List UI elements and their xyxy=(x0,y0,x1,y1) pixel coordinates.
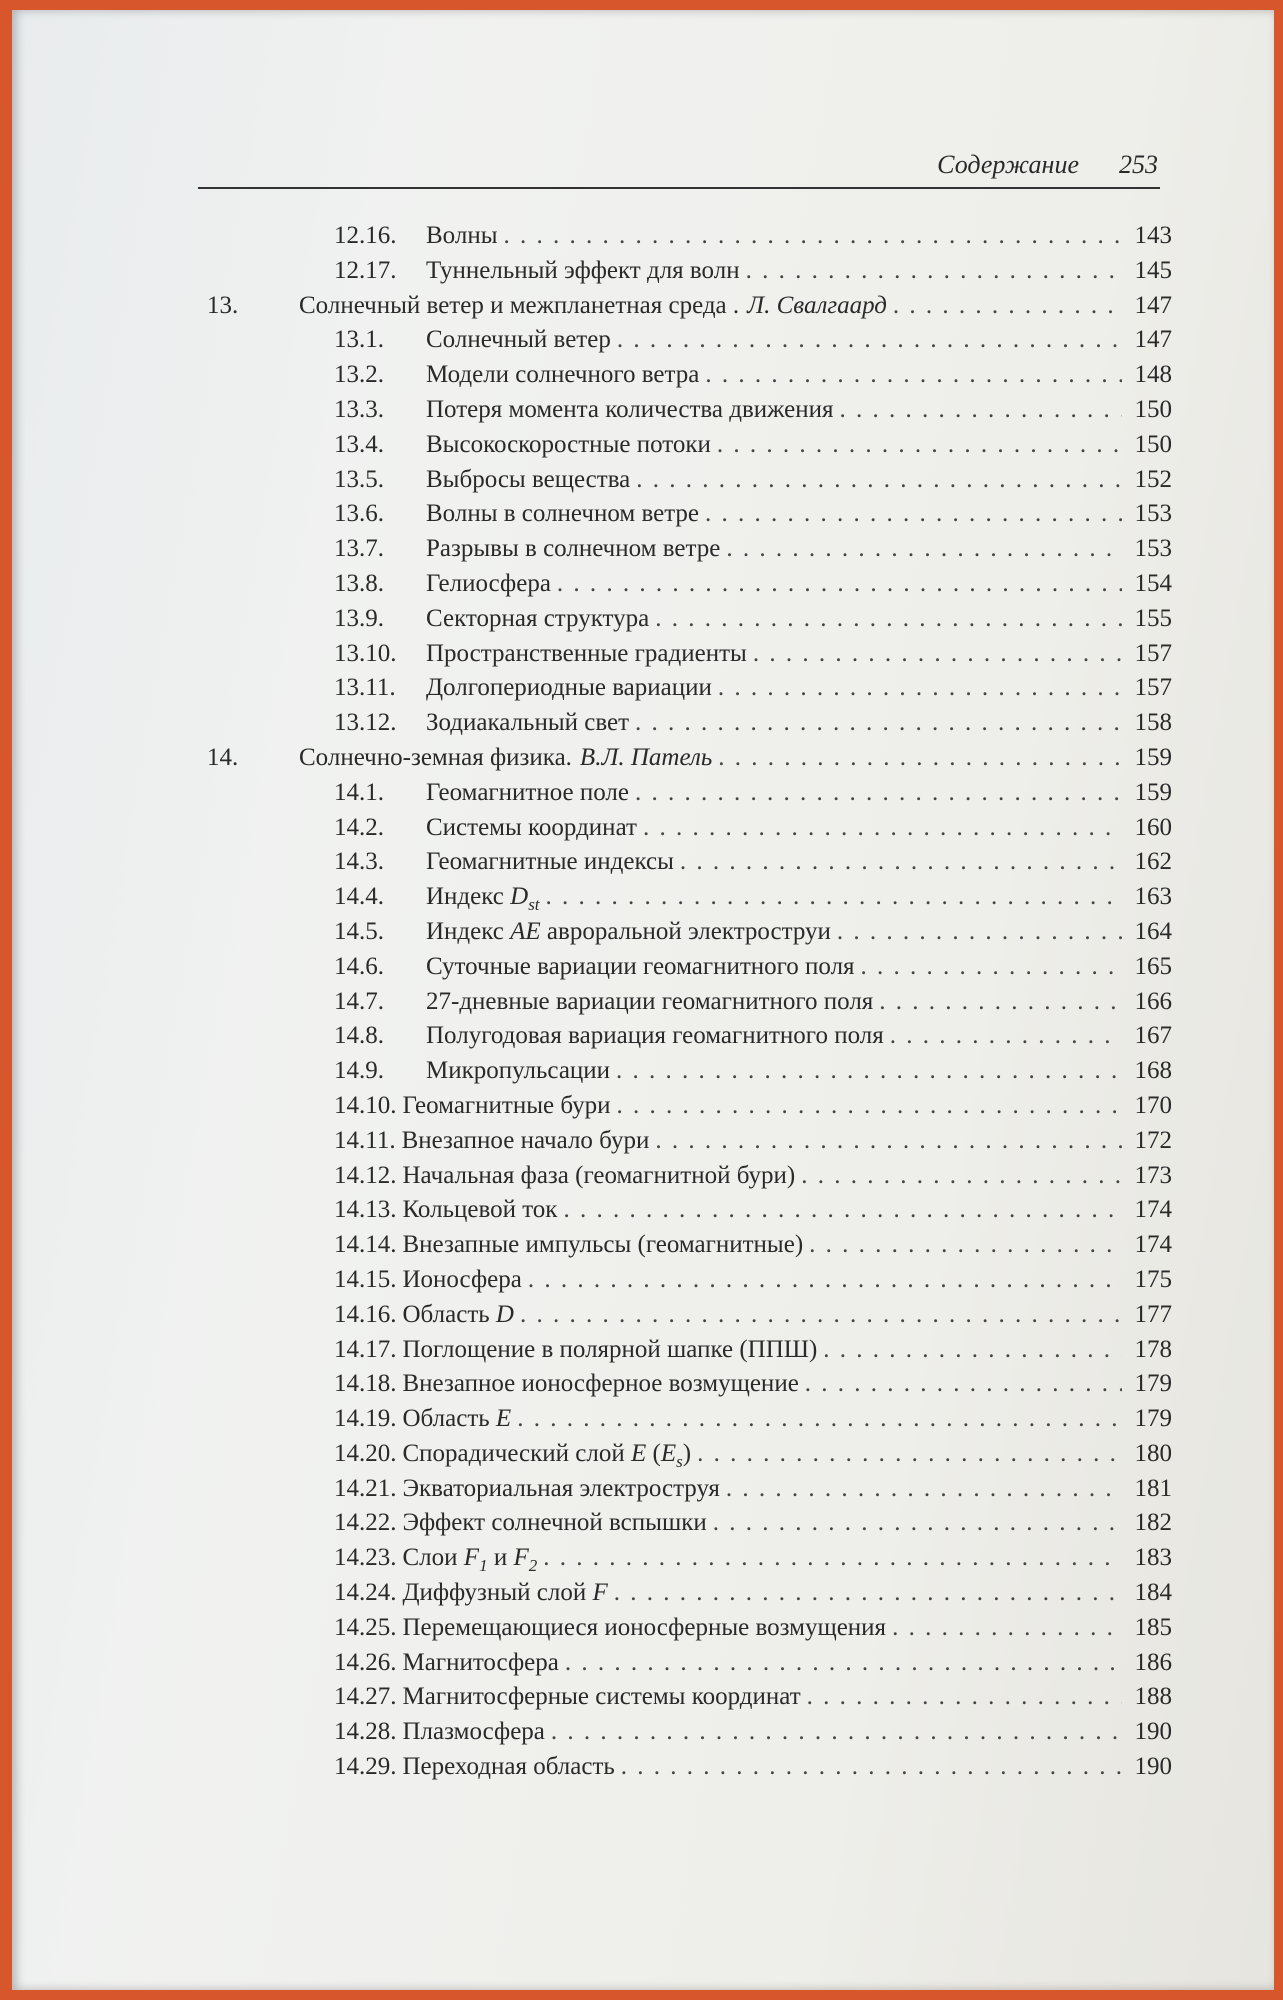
dot-leader xyxy=(705,500,1122,528)
title-text: Волны в солнечном ветре xyxy=(426,500,700,528)
title-text: авроральной электроструи xyxy=(540,917,831,945)
entry-title xyxy=(403,1440,692,1472)
title-text: Выбросы вещества xyxy=(426,465,631,493)
dot-leader xyxy=(546,883,1122,911)
toc-section[interactable] xyxy=(12,1475,1172,1510)
entry-number: 13.11. xyxy=(334,674,396,702)
title-text: Разрывы в солнечном ветре xyxy=(426,535,721,563)
title-text: Системы координат xyxy=(426,813,637,841)
entry-number: 14.27. xyxy=(334,1683,397,1711)
entry-page: 184 xyxy=(1134,1579,1172,1607)
entry-page: 186 xyxy=(1134,1648,1172,1676)
entry-title xyxy=(403,1196,558,1224)
dot-leader xyxy=(837,918,1122,946)
title-text: Область xyxy=(402,1405,496,1433)
toc-section[interactable] xyxy=(12,1718,1172,1753)
entry-page: 147 xyxy=(1134,291,1172,319)
toc-section[interactable] xyxy=(12,222,1172,257)
entry-title xyxy=(403,1092,611,1120)
dot-leader xyxy=(504,222,1123,250)
title-text: Солнечный ветер xyxy=(426,326,611,354)
dot-leader xyxy=(617,1092,1122,1120)
entry-title xyxy=(426,535,720,563)
entry-page: 150 xyxy=(1134,395,1172,423)
entry-number: 14.13. xyxy=(334,1196,397,1224)
entry-page: 190 xyxy=(1134,1718,1172,1746)
entry-number: 14.12. xyxy=(334,1161,397,1189)
toc-section[interactable] xyxy=(12,1753,1172,1788)
toc-section[interactable] xyxy=(12,535,1172,570)
subscript: s xyxy=(676,1451,683,1471)
entry-page: 182 xyxy=(1134,1509,1172,1537)
toc-section[interactable] xyxy=(12,1509,1172,1544)
entry-number: 13.9. xyxy=(334,604,384,632)
math-symbol: AE xyxy=(510,917,541,945)
toc-section[interactable] xyxy=(12,1614,1172,1649)
title-text: Потеря момента количества движения xyxy=(426,395,834,423)
toc-section[interactable] xyxy=(12,779,1172,814)
title-text: Секторная структура xyxy=(426,604,650,632)
toc-section[interactable] xyxy=(12,1544,1172,1579)
entry-number: 13.12. xyxy=(334,709,397,737)
subscript: 2 xyxy=(528,1556,538,1576)
entry-title xyxy=(426,466,630,494)
entry-title xyxy=(426,257,740,285)
toc-section[interactable] xyxy=(12,674,1172,709)
entry-number: 14.20. xyxy=(334,1439,397,1467)
toc-section[interactable] xyxy=(12,1231,1172,1266)
dot-leader xyxy=(635,709,1122,737)
entry-number: 14.25. xyxy=(334,1613,397,1641)
toc-section[interactable] xyxy=(12,848,1172,883)
dot-leader xyxy=(807,1683,1122,1711)
entry-title xyxy=(426,709,629,737)
toc-section[interactable] xyxy=(12,257,1172,292)
dot-leader xyxy=(517,1405,1122,1433)
entry-title xyxy=(426,988,873,1016)
entry-number: 14.1. xyxy=(334,778,384,806)
math-symbol: E xyxy=(631,1439,647,1467)
math-symbol: F xyxy=(592,1579,608,1607)
entry-page: 160 xyxy=(1134,813,1172,841)
entry-number: 14.7. xyxy=(334,987,384,1015)
entry-number: 13.7. xyxy=(334,535,384,563)
entry-number: 13.10. xyxy=(334,639,397,667)
entry-number: 14.2. xyxy=(334,813,384,841)
entry-title xyxy=(426,1057,610,1085)
dot-leader xyxy=(636,466,1122,494)
entry-title xyxy=(403,1162,796,1190)
entry-page: 173 xyxy=(1134,1161,1172,1189)
dot-leader xyxy=(705,361,1122,389)
entry-page: 166 xyxy=(1134,987,1172,1015)
math-symbol: E xyxy=(495,1405,512,1433)
entry-title xyxy=(426,396,833,424)
entry-page: 168 xyxy=(1134,1057,1172,1085)
entry-number: 14.6. xyxy=(334,952,384,980)
title-text: Магнитосферные системы координат xyxy=(402,1683,801,1711)
entry-title xyxy=(299,744,572,772)
title-text: Начальная фаза (геомагнитной бури) xyxy=(402,1161,796,1189)
entry-page: 181 xyxy=(1134,1474,1172,1502)
entry-number: 14.11. xyxy=(334,1126,396,1154)
entry-number: 14.29. xyxy=(334,1753,397,1781)
dot-leader xyxy=(713,1509,1122,1537)
title-text: Долгопериодные вариации xyxy=(426,674,712,702)
entry-title xyxy=(402,1127,650,1155)
entry-page: 163 xyxy=(1134,883,1172,911)
entry-number: 14.16. xyxy=(334,1300,397,1328)
entry-title xyxy=(426,431,711,459)
title-text: Индекс xyxy=(426,883,511,911)
toc-section[interactable] xyxy=(12,431,1172,466)
entry-author: Л. Свалгаард xyxy=(747,291,887,319)
dot-leader xyxy=(655,605,1122,633)
entry-number: 13.1. xyxy=(334,326,384,354)
math-symbol: F xyxy=(463,1544,480,1572)
entry-title xyxy=(426,883,540,915)
entry-title xyxy=(299,292,739,320)
dot-leader xyxy=(616,1057,1122,1085)
entry-page: 167 xyxy=(1134,1022,1172,1050)
entry-page: 190 xyxy=(1134,1753,1172,1781)
entry-title xyxy=(426,326,611,354)
entry-number: 14.3. xyxy=(334,848,384,876)
entry-number: 13.6. xyxy=(334,500,384,528)
running-header-title: Содержание xyxy=(937,150,1079,179)
entry-title xyxy=(403,1301,514,1329)
entry-page: 153 xyxy=(1134,535,1172,563)
entry-page: 170 xyxy=(1134,1091,1172,1119)
toc-section[interactable] xyxy=(12,361,1172,396)
entry-title xyxy=(403,1336,818,1364)
toc-section[interactable] xyxy=(12,1022,1172,1057)
entry-title xyxy=(403,1475,720,1503)
entry-number: 14.15. xyxy=(334,1265,397,1293)
title-text: Пространственные градиенты xyxy=(426,639,747,667)
toc-section[interactable] xyxy=(12,1440,1172,1475)
title-text: Полугодовая вариация геомагнитного поля xyxy=(426,1022,884,1050)
dot-leader xyxy=(753,640,1122,668)
table-of-contents xyxy=(12,222,1172,1788)
entry-number: 14.4. xyxy=(334,883,384,911)
dot-leader xyxy=(528,1266,1122,1294)
entry-page: 145 xyxy=(1134,256,1172,284)
title-text: Модели солнечного ветра xyxy=(426,361,700,389)
dot-leader xyxy=(617,326,1122,354)
entry-number: 13.4. xyxy=(334,430,384,458)
entry-number: 14.21. xyxy=(334,1474,397,1502)
entry-title xyxy=(426,814,637,842)
entry-page: 155 xyxy=(1134,604,1172,632)
title-text: Внезапное ионосферное возмущение xyxy=(402,1370,799,1398)
entry-page: 158 xyxy=(1134,709,1172,737)
entry-title xyxy=(426,222,498,250)
entry-page: 178 xyxy=(1134,1335,1172,1363)
toc-section[interactable] xyxy=(12,1405,1172,1440)
entry-page: 174 xyxy=(1134,1231,1172,1259)
title-text: Внезапные импульсы (геомагнитные) xyxy=(402,1231,804,1259)
title-text: Индекс xyxy=(426,917,511,945)
dot-leader xyxy=(520,1301,1122,1329)
entry-page: 148 xyxy=(1134,361,1172,389)
dot-leader xyxy=(621,1753,1122,1781)
math-symbol: F xyxy=(513,1544,529,1572)
dot-leader xyxy=(718,744,1122,772)
toc-section[interactable] xyxy=(12,709,1172,744)
dot-leader xyxy=(892,1614,1122,1642)
title-text: и xyxy=(487,1544,514,1572)
entry-title xyxy=(403,1683,801,1711)
entry-page: 165 xyxy=(1134,952,1172,980)
subscript: 1 xyxy=(479,1556,488,1576)
entry-page: 159 xyxy=(1134,778,1172,806)
entry-number: 14.8. xyxy=(334,1022,384,1050)
entry-page: 179 xyxy=(1134,1405,1172,1433)
entry-title xyxy=(403,1266,522,1294)
title-text: Экваториальная электроструя xyxy=(402,1474,720,1502)
dot-leader xyxy=(726,1475,1122,1503)
title-text: Перемещающиеся ионосферные возмущения xyxy=(402,1613,887,1641)
dot-leader xyxy=(839,396,1122,424)
dot-leader xyxy=(746,257,1122,285)
dot-leader xyxy=(565,1649,1122,1677)
entry-number: 13.2. xyxy=(334,361,384,389)
entry-title xyxy=(426,1022,884,1050)
toc-section[interactable] xyxy=(12,640,1172,675)
entry-number: 12.17. xyxy=(334,256,397,284)
title-text: Магнитосфера xyxy=(402,1648,559,1676)
toc-section[interactable] xyxy=(12,1301,1172,1336)
entry-page: 150 xyxy=(1134,430,1172,458)
title-text: Волны xyxy=(426,222,498,249)
dot-leader xyxy=(823,1336,1122,1364)
toc-section[interactable] xyxy=(12,953,1172,988)
entry-title xyxy=(426,640,747,668)
toc-section[interactable] xyxy=(12,1092,1172,1127)
entry-title xyxy=(403,1718,545,1746)
dot-leader xyxy=(801,1162,1122,1190)
entry-title xyxy=(403,1231,804,1259)
entry-number: 14.28. xyxy=(334,1718,397,1746)
entry-title xyxy=(403,1405,512,1433)
toc-section[interactable] xyxy=(12,1127,1172,1162)
entry-title xyxy=(403,1509,707,1537)
title-text: ( xyxy=(646,1439,661,1467)
dot-leader xyxy=(809,1231,1122,1259)
dot-leader xyxy=(718,674,1122,702)
dot-leader xyxy=(557,570,1122,598)
entry-page: 147 xyxy=(1134,326,1172,354)
entry-page: 152 xyxy=(1134,465,1172,493)
entry-title xyxy=(426,953,855,981)
toc-section[interactable] xyxy=(12,570,1172,605)
title-text: Поглощение в полярной шапке (ППШ) xyxy=(402,1335,818,1363)
dot-leader xyxy=(726,535,1122,563)
entry-number: 14.22. xyxy=(334,1509,397,1537)
entry-title xyxy=(403,1614,887,1642)
entry-page: 153 xyxy=(1134,500,1172,528)
dot-leader xyxy=(563,1196,1122,1224)
title-text: Кольцевой ток xyxy=(402,1196,558,1224)
title-text: Микропульсации xyxy=(426,1057,611,1085)
entry-number: 13.5. xyxy=(334,465,384,493)
entry-page: 157 xyxy=(1134,639,1172,667)
title-text: 27-дневные вариации геомагнитного поля xyxy=(426,987,874,1015)
entry-title xyxy=(426,570,551,598)
title-text: Плазмосфера xyxy=(402,1718,545,1746)
dot-leader xyxy=(543,1544,1122,1572)
dot-leader xyxy=(680,848,1122,876)
entry-page: 162 xyxy=(1134,848,1172,876)
toc-section[interactable] xyxy=(12,1579,1172,1614)
entry-title xyxy=(403,1579,608,1607)
header-rule xyxy=(198,187,1160,189)
title-text: Зодиакальный свет xyxy=(426,709,630,737)
entry-page: 159 xyxy=(1134,743,1172,771)
title-text: Эффект солнечной вспышки xyxy=(402,1509,707,1537)
entry-title xyxy=(426,605,649,633)
title-text: Переходная область xyxy=(402,1753,615,1781)
title-text: Суточные вариации геомагнитного поля xyxy=(426,952,855,980)
toc-section[interactable] xyxy=(12,466,1172,501)
entry-number: 14.23. xyxy=(334,1544,397,1572)
entry-number: 12.16. xyxy=(334,222,397,249)
title-text: Геомагнитное поле xyxy=(426,778,630,806)
title-text: Солнечно-земная физика. xyxy=(299,743,572,771)
dot-leader xyxy=(614,1579,1122,1607)
title-text: ) xyxy=(682,1439,692,1467)
entry-number: 14.5. xyxy=(334,917,384,945)
entry-number: 14.18. xyxy=(334,1370,397,1398)
title-text: Внезапное начало бури xyxy=(401,1126,650,1154)
entry-page: 164 xyxy=(1134,917,1172,945)
toc-section[interactable] xyxy=(12,1057,1172,1092)
title-text: Ионосфера xyxy=(402,1265,522,1293)
dot-leader xyxy=(643,814,1122,842)
entry-number: 14.19. xyxy=(334,1405,397,1433)
title-text: Туннельный эффект для волн xyxy=(426,256,740,284)
toc-section[interactable] xyxy=(12,988,1172,1023)
entry-number: 14.14. xyxy=(334,1231,397,1259)
entry-page: 175 xyxy=(1134,1265,1172,1293)
entry-title xyxy=(403,1544,538,1576)
title-text: Солнечный ветер и межпланетная среда . xyxy=(299,291,740,319)
dot-leader xyxy=(655,1127,1122,1155)
title-text: Геомагнитные индексы xyxy=(426,848,674,876)
dot-leader xyxy=(551,1718,1122,1746)
entry-page: 185 xyxy=(1134,1613,1172,1641)
toc-section[interactable] xyxy=(12,500,1172,535)
math-symbol: D xyxy=(495,1300,514,1328)
page-number: 253 xyxy=(1119,150,1158,179)
entry-number: 14.17. xyxy=(334,1335,397,1363)
entry-title xyxy=(403,1649,559,1677)
toc-section[interactable] xyxy=(12,1266,1172,1301)
dot-leader xyxy=(861,953,1122,981)
entry-page: 183 xyxy=(1134,1544,1172,1572)
math-symbol: E xyxy=(660,1439,677,1467)
entry-page: 177 xyxy=(1134,1300,1172,1328)
entry-number: 14.9. xyxy=(334,1057,384,1085)
toc-section[interactable] xyxy=(12,1196,1172,1231)
entry-title xyxy=(426,779,629,807)
toc-chapter[interactable] xyxy=(12,292,1172,327)
entry-number: 14. xyxy=(207,743,239,771)
running-header xyxy=(198,150,1158,180)
entry-number: 13.8. xyxy=(334,569,384,597)
toc-section[interactable] xyxy=(12,1336,1172,1371)
dot-leader xyxy=(805,1370,1122,1398)
title-text: Спорадический слой xyxy=(402,1439,631,1467)
toc-section[interactable] xyxy=(12,326,1172,361)
entry-page: 180 xyxy=(1134,1439,1172,1467)
title-text: Область xyxy=(402,1300,496,1328)
toc-section[interactable] xyxy=(12,1649,1172,1684)
entry-page: 188 xyxy=(1134,1683,1172,1711)
entry-title xyxy=(426,918,831,946)
subscript: st xyxy=(528,895,540,915)
dot-leader xyxy=(893,292,1122,320)
title-text: Слои xyxy=(402,1544,464,1572)
entry-number: 14.10. xyxy=(334,1091,397,1119)
entry-page: 157 xyxy=(1134,674,1172,702)
title-text: Геомагнитные бури xyxy=(402,1091,611,1119)
entry-number: 13. xyxy=(207,291,239,319)
dot-leader xyxy=(697,1440,1122,1468)
entry-page: 172 xyxy=(1134,1126,1172,1154)
entry-title xyxy=(426,500,699,528)
title-text: Диффузный слой xyxy=(402,1579,593,1607)
dot-leader xyxy=(635,779,1122,807)
title-text: Гелиосфера xyxy=(426,569,551,597)
entry-title xyxy=(403,1370,799,1398)
toc-section[interactable] xyxy=(12,605,1172,640)
toc-section[interactable] xyxy=(12,1162,1172,1197)
toc-section[interactable] xyxy=(12,396,1172,431)
dot-leader xyxy=(879,988,1122,1016)
toc-section[interactable] xyxy=(12,883,1172,918)
entry-page: 174 xyxy=(1134,1196,1172,1224)
entry-author: В.Л. Патель xyxy=(579,743,713,771)
entry-page: 154 xyxy=(1134,569,1172,597)
toc-section[interactable] xyxy=(12,814,1172,849)
entry-page: 143 xyxy=(1134,222,1172,249)
dot-leader xyxy=(890,1022,1122,1050)
math-symbol: D xyxy=(510,883,529,911)
entry-title xyxy=(426,674,712,702)
dot-leader xyxy=(717,431,1122,459)
entry-title xyxy=(426,361,699,389)
entry-number: 14.24. xyxy=(334,1579,397,1607)
entry-title xyxy=(426,848,674,876)
toc-section[interactable] xyxy=(12,918,1172,953)
toc-chapter[interactable] xyxy=(12,744,1172,779)
entry-number: 14.26. xyxy=(334,1648,397,1676)
book-page xyxy=(12,10,1274,1990)
toc-section[interactable] xyxy=(12,1683,1172,1718)
title-text: Высокоскоростные потоки xyxy=(426,430,711,458)
toc-section[interactable] xyxy=(12,1370,1172,1405)
entry-number: 13.3. xyxy=(334,395,384,423)
entry-title xyxy=(403,1753,615,1781)
entry-page: 179 xyxy=(1134,1370,1172,1398)
